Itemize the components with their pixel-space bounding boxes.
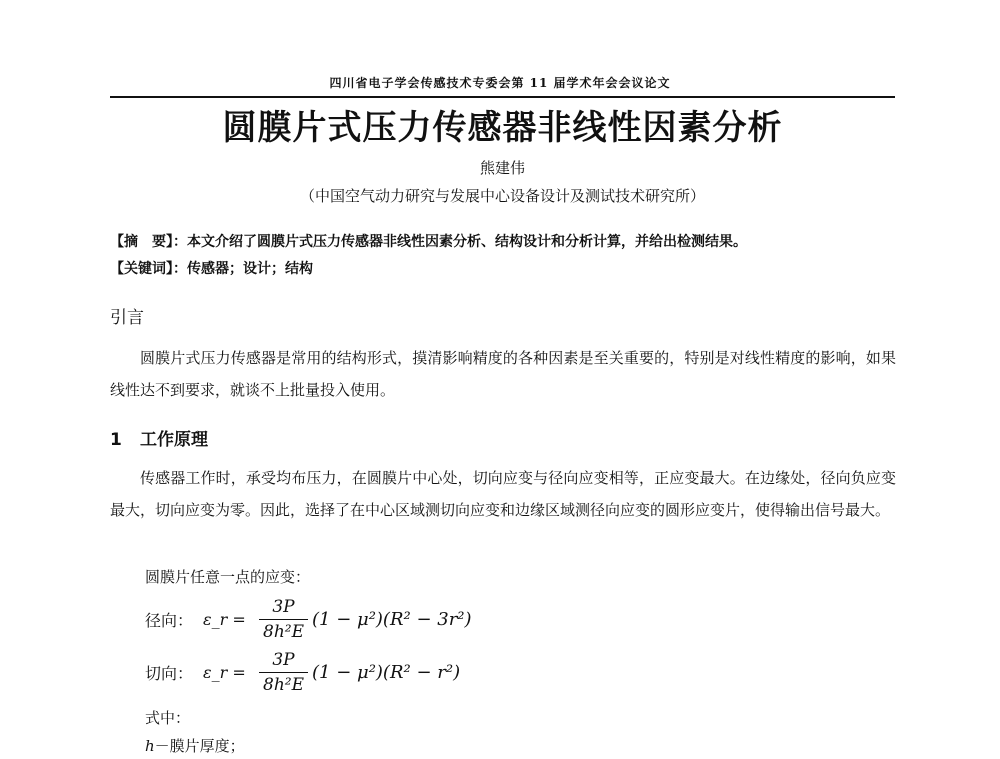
where-label: 式中： (145, 709, 191, 727)
section-title: 工作原理 (140, 430, 208, 450)
header-rule (110, 96, 895, 98)
abstract-label: 【摘 要】： (110, 234, 187, 250)
formula-rhs: (1 − μ²)(R² − 3r²) (312, 609, 472, 630)
definition-symbol: h (145, 737, 155, 755)
section-number: 1 (110, 430, 122, 450)
section-1-paragraph: 传感器工作时，承受均布压力，在圆膜片中心处，切向应变与径向应变相等，正应变最大。在边缘处，径向负应变最大，切向应变为零。因此，选择了在中心区域测切向应变和边缘区域测径向应变的圆形应变片，使得输出信号最大。 (110, 469, 896, 519)
formula-rhs: (1 − μ²)(R² − r²) (312, 662, 461, 683)
fraction-numerator: 3P (272, 597, 295, 617)
abstract-text: 本文介绍了圆膜片式压力传感器非线性因素分析、结构设计和分析计算，并给出检测结果。 (187, 234, 747, 250)
strain-intro: 圆膜片任意一点的应变： (145, 568, 311, 586)
formula-fraction (259, 597, 308, 642)
formula-fraction (259, 650, 308, 695)
keywords-label: 【关键词】： (110, 261, 187, 277)
formula-symbol: ε_r = (203, 610, 246, 629)
running-header: 四川省电子学会传感技术专委会第 11 届学术年会会议论文 (329, 76, 671, 90)
keywords (110, 258, 900, 278)
section-1-heading (110, 425, 208, 450)
intro-paragraph: 圆膜片式压力传感器是常用的结构形式，摸清影响精度的各种因素是至关重要的，特别是对线性精度的影响，如果线性达不到要求，就谈不上批量投入使用。 (110, 349, 896, 399)
author-name: 熊建伟 (479, 159, 525, 177)
formula-label: 径向： (145, 611, 194, 630)
definition-desc: －膜片厚度； (154, 737, 245, 755)
formula-radial (145, 597, 472, 642)
author-affiliation: （中国空气动力研究与发展中心设备设计及测试技术研究所） (299, 187, 705, 205)
formula-label: 切向： (145, 664, 194, 683)
keywords-text: 传感器；设计；结构 (187, 261, 313, 277)
fraction-numerator: 3P (272, 650, 295, 670)
abstract (110, 231, 900, 251)
paper-title: 圆膜片式压力传感器非线性因素分析 (222, 108, 783, 148)
formula-symbol: ε_r = (203, 663, 246, 682)
formula-tangential (145, 650, 460, 695)
fraction-denominator: 8h²E (259, 619, 308, 642)
fraction-denominator: 8h²E (259, 672, 308, 695)
intro-heading: 引言 (110, 308, 144, 328)
definition-h (145, 735, 245, 756)
